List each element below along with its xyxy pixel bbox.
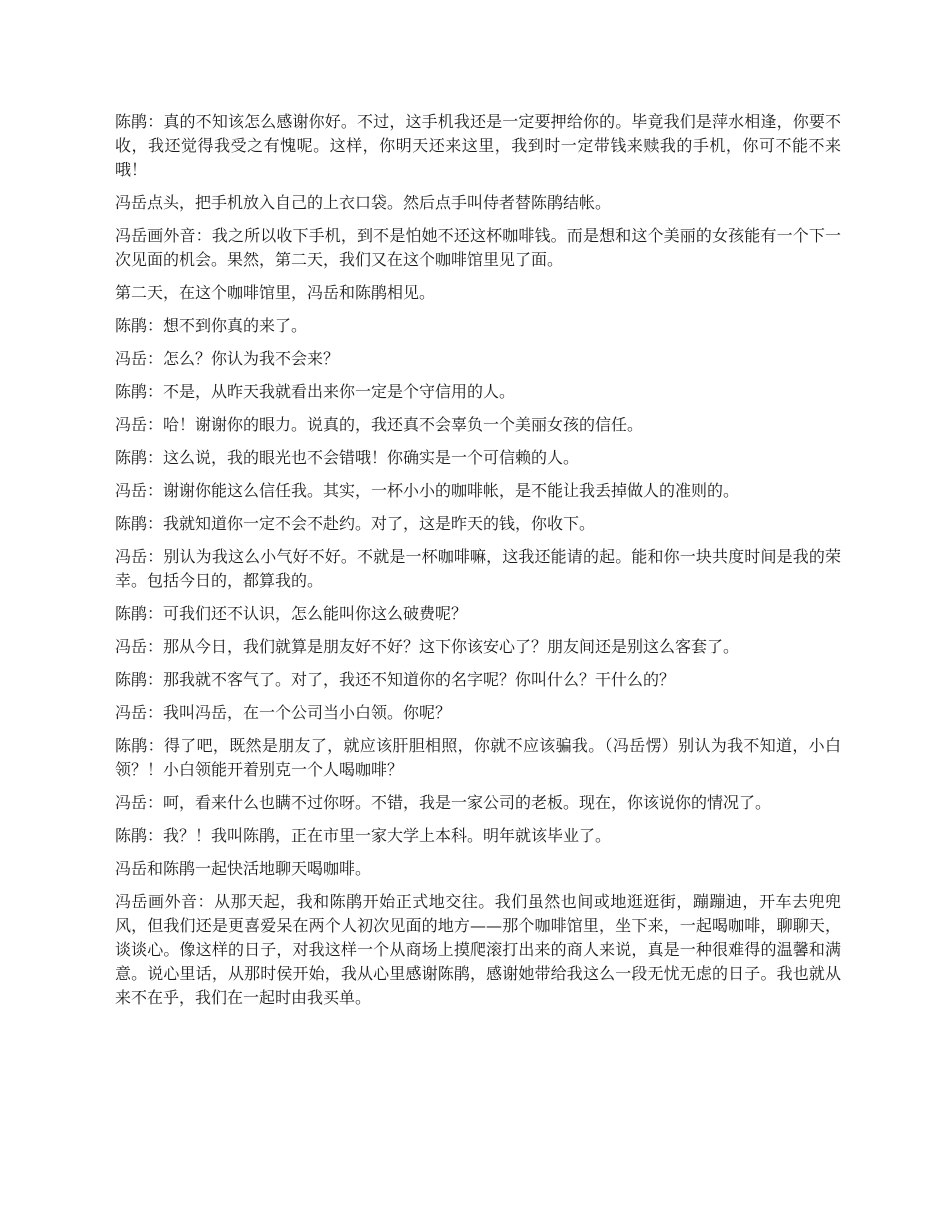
paragraph-4: 第二天，在这个咖啡馆里，冯岳和陈鹃相见。 — [115, 283, 436, 302]
paragraph-8: 冯岳：哈！谢谢你的眼力。说真的，我还真不会辜负一个美丽女孩的信任。 — [115, 415, 644, 434]
paragraph-12: 冯岳：别认为我这么小气好不好。不就是一杯咖啡嘛，这我还能请的起。能和你一块共度时间是我的荣幸。包括今日的，都算我的。 — [115, 547, 841, 590]
paragraph-5: 陈鹃：想不到你真的来了。 — [115, 316, 308, 335]
paragraph-3: 冯岳画外音：我之所以收下手机，到不是怕她不还这杯咖啡钱。而是想和这个美丽的女孩能有一个下一次见面的机会。果然，第二天，我们又在这个咖啡馆里见了面。 — [115, 226, 841, 269]
paragraph-2: 冯岳点头，把手机放入自己的上衣口袋。然后点手叫侍者替陈鹃结帐。 — [115, 193, 612, 212]
paragraph-21: 冯岳画外音：从那天起，我和陈鹃开始正式地交往。我们虽然也间或地逛逛街，蹦蹦迪，开车去兜兜风，但我们还是更喜爱呆在两个人初次见面的地方——那个咖啡馆里，坐下来，一起喝咖啡，聊聊天，谈谈心。像这样的日子，对我这样一个从商场上摸爬滚打出来的商人来说，真是一种很难得的温馨和满意。说心里话，从那时侯开始，我从心里感谢陈鹃，感谢她带给我这么一段无忧无虑的日子。我也就从来不在乎，我们在一起时由我买单。 — [115, 892, 841, 1007]
paragraph-16: 冯岳：我叫冯岳，在一个公司当小白领。你呢？ — [115, 703, 452, 722]
paragraph-17: 陈鹃：得了吧，既然是朋友了，就应该肝胆相照，你就不应该骗我。（冯岳愣）别认为我不知道，小白领？！小白领能开着别克一个人喝咖啡？ — [115, 736, 841, 779]
paragraph-19: 陈鹃：我？！我叫陈鹃，正在市里一家大学上本科。明年就该毕业了。 — [115, 826, 612, 845]
paragraph-15: 陈鹃：那我就不客气了。对了，我还不知道你的名字呢？你叫什么？干什么的？ — [115, 670, 676, 689]
paragraph-11: 陈鹃：我就知道你一定不会不赴约。对了，这是昨天的钱，你收下。 — [115, 514, 596, 533]
paragraph-1: 陈鹃：真的不知该怎么感谢你好。不过，这手机我还是一定要押给你的。毕竟我们是萍水相逢，你要不收，我还觉得我受之有愧呢。这样，你明天还来这里，我到时一定带钱来赎我的手机，你可不能不来哦！ — [115, 112, 841, 179]
paragraph-13: 陈鹃：可我们还不认识，怎么能叫你这么破费呢？ — [115, 604, 468, 623]
paragraph-6: 冯岳：怎么？你认为我不会来？ — [115, 349, 340, 368]
paragraph-9: 陈鹃：这么说，我的眼光也不会错哦！你确实是一个可信赖的人。 — [115, 448, 580, 467]
paragraph-7: 陈鹃：不是，从昨天我就看出来你一定是个守信用的人。 — [115, 382, 516, 401]
paragraph-14: 冯岳：那从今日，我们就算是朋友好不好？这下你该安心了？朋友间还是别这么客套了。 — [115, 637, 740, 656]
paragraph-18: 冯岳：呵，看来什么也瞒不过你呀。不错，我是一家公司的老板。现在，你该说你的情况了。 — [115, 793, 772, 812]
paragraph-10: 冯岳：谢谢你能这么信任我。其实，一杯小小的咖啡帐，是不能让我丢掉做人的准则的。 — [115, 481, 740, 500]
paragraph-20: 冯岳和陈鹃一起快活地聊天喝咖啡。 — [115, 859, 372, 878]
document-body — [115, 110, 841, 1019]
